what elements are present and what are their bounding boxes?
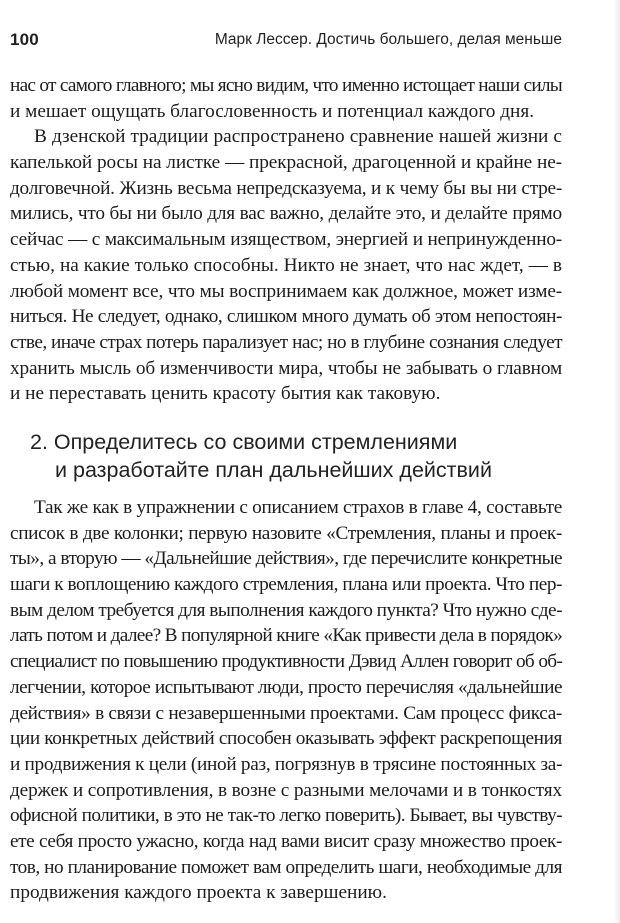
- running-head: [10, 28, 562, 52]
- text-line: шаги к воплощению каждого стремления, плана или проекта. Что пер-: [10, 574, 562, 596]
- text-line: стью, на какие только способны. Никто не знает, что нас ждет, — в: [10, 254, 562, 276]
- text-line: мились, что бы ни было для вас важно, делайте это, и делайте прямо: [10, 203, 562, 225]
- text-line: держек и сопротивления, в возне с разными мелочами и в тонкостях: [10, 779, 562, 801]
- text-line: специалист по повышению продуктивности Дэвид Аллен говорит об об-: [10, 651, 562, 673]
- text-line: продвижения каждого проекта к завершению.: [10, 882, 387, 904]
- text-line: капелькой росы на листке — прекрасной, драгоценной и крайне не-: [10, 152, 562, 174]
- text-line: любой момент все, что мы воспринимаем как должное, может изме-: [10, 280, 562, 302]
- paragraph-dew-drop: [10, 124, 562, 407]
- text-line: сейчас — с максимальным изяществом, энергией и непринужденно-: [10, 229, 562, 251]
- text-line: офисной политики, в это не так-то легко поверить). Бывает, вы чувству-: [10, 805, 562, 827]
- text-line: и продвижения к цели (иной раз, погрязнув в трясине постоянных за-: [10, 753, 563, 775]
- text-line: Так же как в упражнении с описанием страхов в главе 4, составьте: [34, 497, 562, 518]
- text-line: ции конкретных действий способен оказывать эффект раскрепощения: [10, 728, 562, 750]
- page-number: 100: [10, 30, 39, 49]
- text-line: легчении, которое испытывают люди, просто перечисляя «дальнейшие: [10, 676, 562, 698]
- page-edge-shadow: [614, 0, 620, 923]
- section-heading: [30, 428, 570, 484]
- text-line: ниться. Не следует, однако, слишком много думать об этом непостоян-: [10, 306, 562, 328]
- text-line: стве, иначе страх потерь парализует нас; но в глубине сознания следует: [10, 331, 562, 353]
- text-line: и мешает ощущать благословенность и потенциал каждого дня.: [10, 100, 535, 122]
- text-line: ты», а вторую — «Дальнейшие действия», где перечислите конкретные: [10, 548, 562, 570]
- running-title: Марк Лессер. Достичь большего, делая меньше: [214, 31, 562, 48]
- section-heading-line: и разработайте план дальнейших действий: [55, 458, 492, 482]
- text-line: вым делом требуется для выполнения каждого пункта? Что нужно сде-: [10, 599, 562, 621]
- text-line: лать потом и далее? В популярной книге «Как привести дела в порядок»: [10, 625, 563, 647]
- text-line: ете себя просто ужасно, когда над вами висит сразу множество проек-: [10, 830, 562, 852]
- paragraph-plan: [10, 495, 562, 906]
- paragraph-continuation: [10, 73, 562, 124]
- text-line: долговечной. Жизнь весьма непредсказуема, и к чему бы вы ни стре-: [10, 177, 562, 199]
- text-line: действия» в связи с незавершенными проектами. Сам процесс фикса-: [10, 702, 562, 724]
- text-line: список в две колонки; первую назовите «Стремления, планы и проек-: [10, 522, 562, 544]
- text-line: нас от самого главного; мы ясно видим, что именно истощает наши силы: [10, 75, 562, 96]
- section-heading-line: 2. Определитесь со своими стремлениями: [30, 430, 458, 454]
- text-line: тов, но планирование поможет вам определить шаги, необходимые для: [10, 856, 562, 878]
- text-line: и не переставать ценить красоту бытия как таковую.: [10, 383, 441, 405]
- text-line: В дзенской традиции распространено сравнение нашей жизни с: [34, 126, 562, 148]
- text-line: хранить мысль об изменчивости мира, чтобы не забывать о главном: [10, 357, 562, 379]
